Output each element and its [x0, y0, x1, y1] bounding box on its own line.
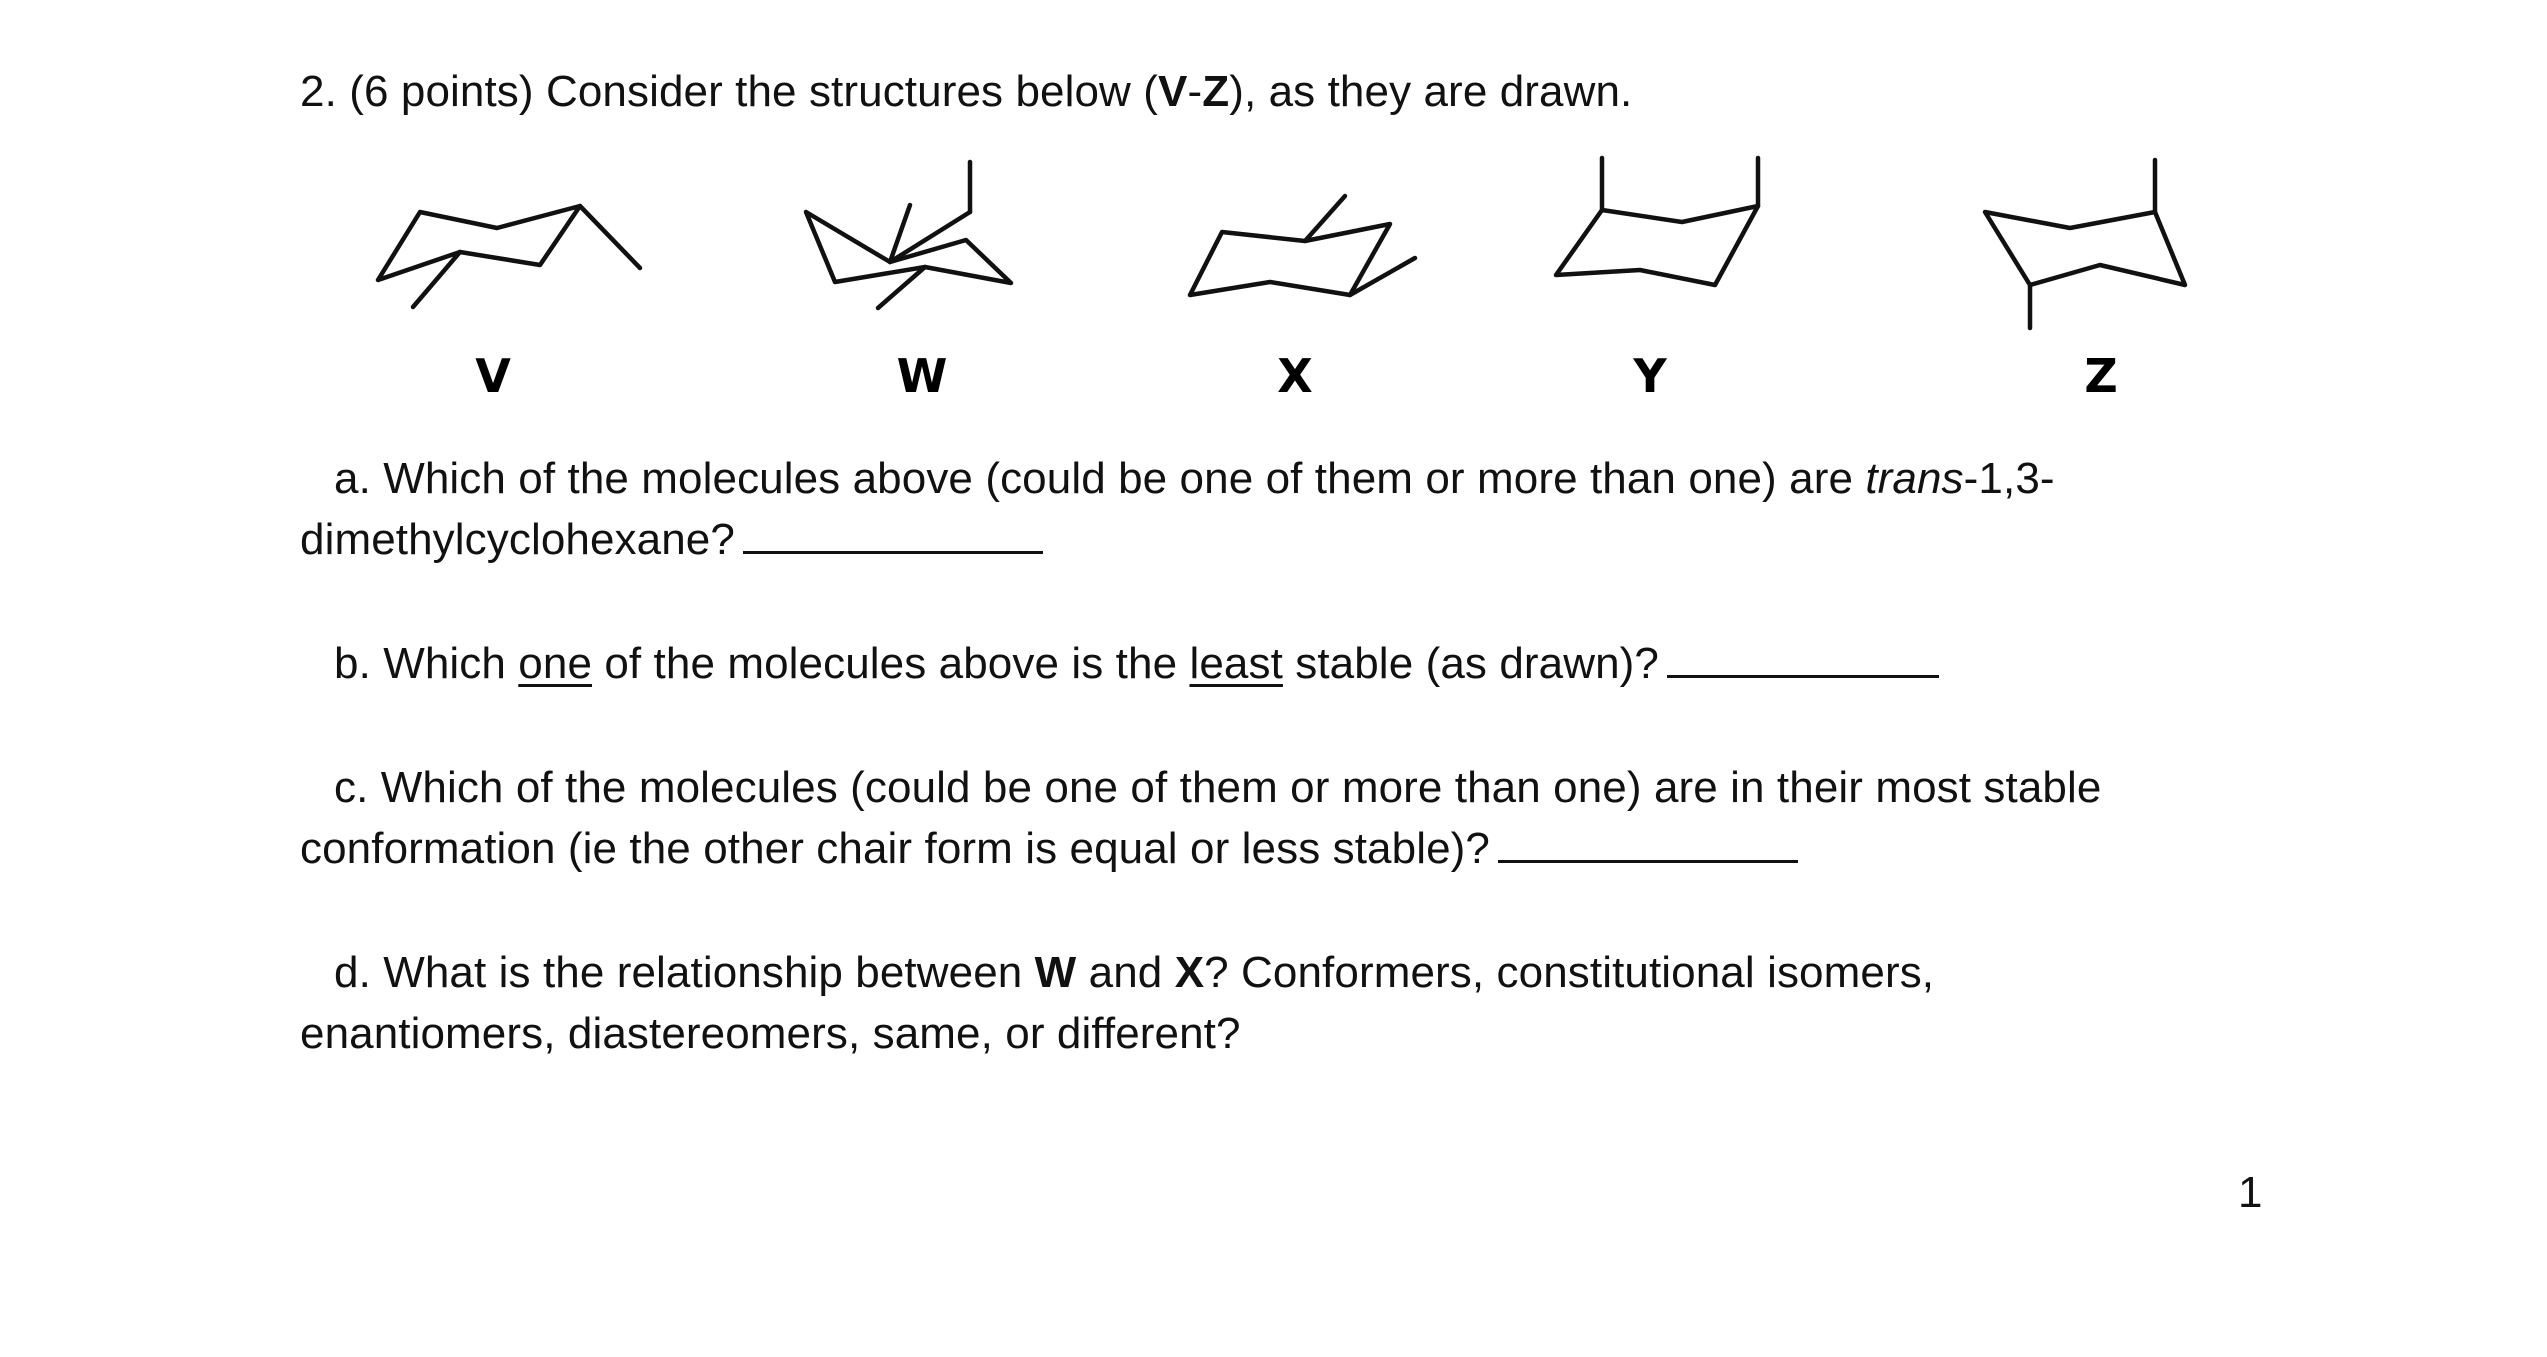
page-number: 1: [2238, 1168, 2263, 1217]
molecule-y-drawing: [1556, 158, 1758, 285]
label-y: Y: [1633, 349, 1667, 403]
label-x: X: [1277, 349, 1313, 403]
molecule-x-drawing: [1190, 196, 1415, 295]
molecule-z-drawing: [1985, 160, 2185, 328]
part-c-line1: c. Which of the molecules (could be one of them or more than one) are in their most stable: [334, 763, 2102, 812]
answer-blank-a[interactable]: [743, 523, 1043, 554]
label-v: V: [475, 349, 511, 403]
range-end: Z: [1202, 67, 1230, 116]
part-d-line1: d. What is the relationship between W and X? Conformers, constitutional isomers,: [334, 948, 1935, 997]
term-x: X: [1174, 948, 1205, 997]
label-z: Z: [2084, 349, 2118, 403]
part-b: b. Which one of the molecules above is the least stable (as drawn)?: [300, 638, 1939, 691]
part-c-line2: conformation (ie the other chair form is equal or less stable)?: [300, 823, 1798, 876]
molecule-v-drawing: [378, 206, 640, 307]
answer-blank-c[interactable]: [1498, 832, 1798, 863]
term-w: W: [1034, 948, 1077, 997]
emphasis-least: least: [1189, 639, 1283, 688]
part-a-line1: a. Which of the molecules above (could be one of them or more than one) are trans-1,3-: [334, 454, 2055, 503]
part-d-line2: enantiomers, diastereomers, same, or different?: [300, 1009, 1241, 1058]
trans-term: trans: [1865, 454, 1964, 503]
chair-structures: [0, 0, 2547, 430]
label-w: W: [896, 349, 948, 403]
question-header: 2. (6 points) Consider the structures below (V-Z), as they are drawn.: [300, 67, 1633, 116]
molecule-w-drawing: [806, 162, 1011, 308]
part-a-line2: dimethylcyclohexane?: [300, 514, 1043, 567]
emphasis-one: one: [518, 639, 593, 688]
answer-blank-b[interactable]: [1667, 647, 1939, 678]
range-start: V: [1158, 67, 1188, 116]
